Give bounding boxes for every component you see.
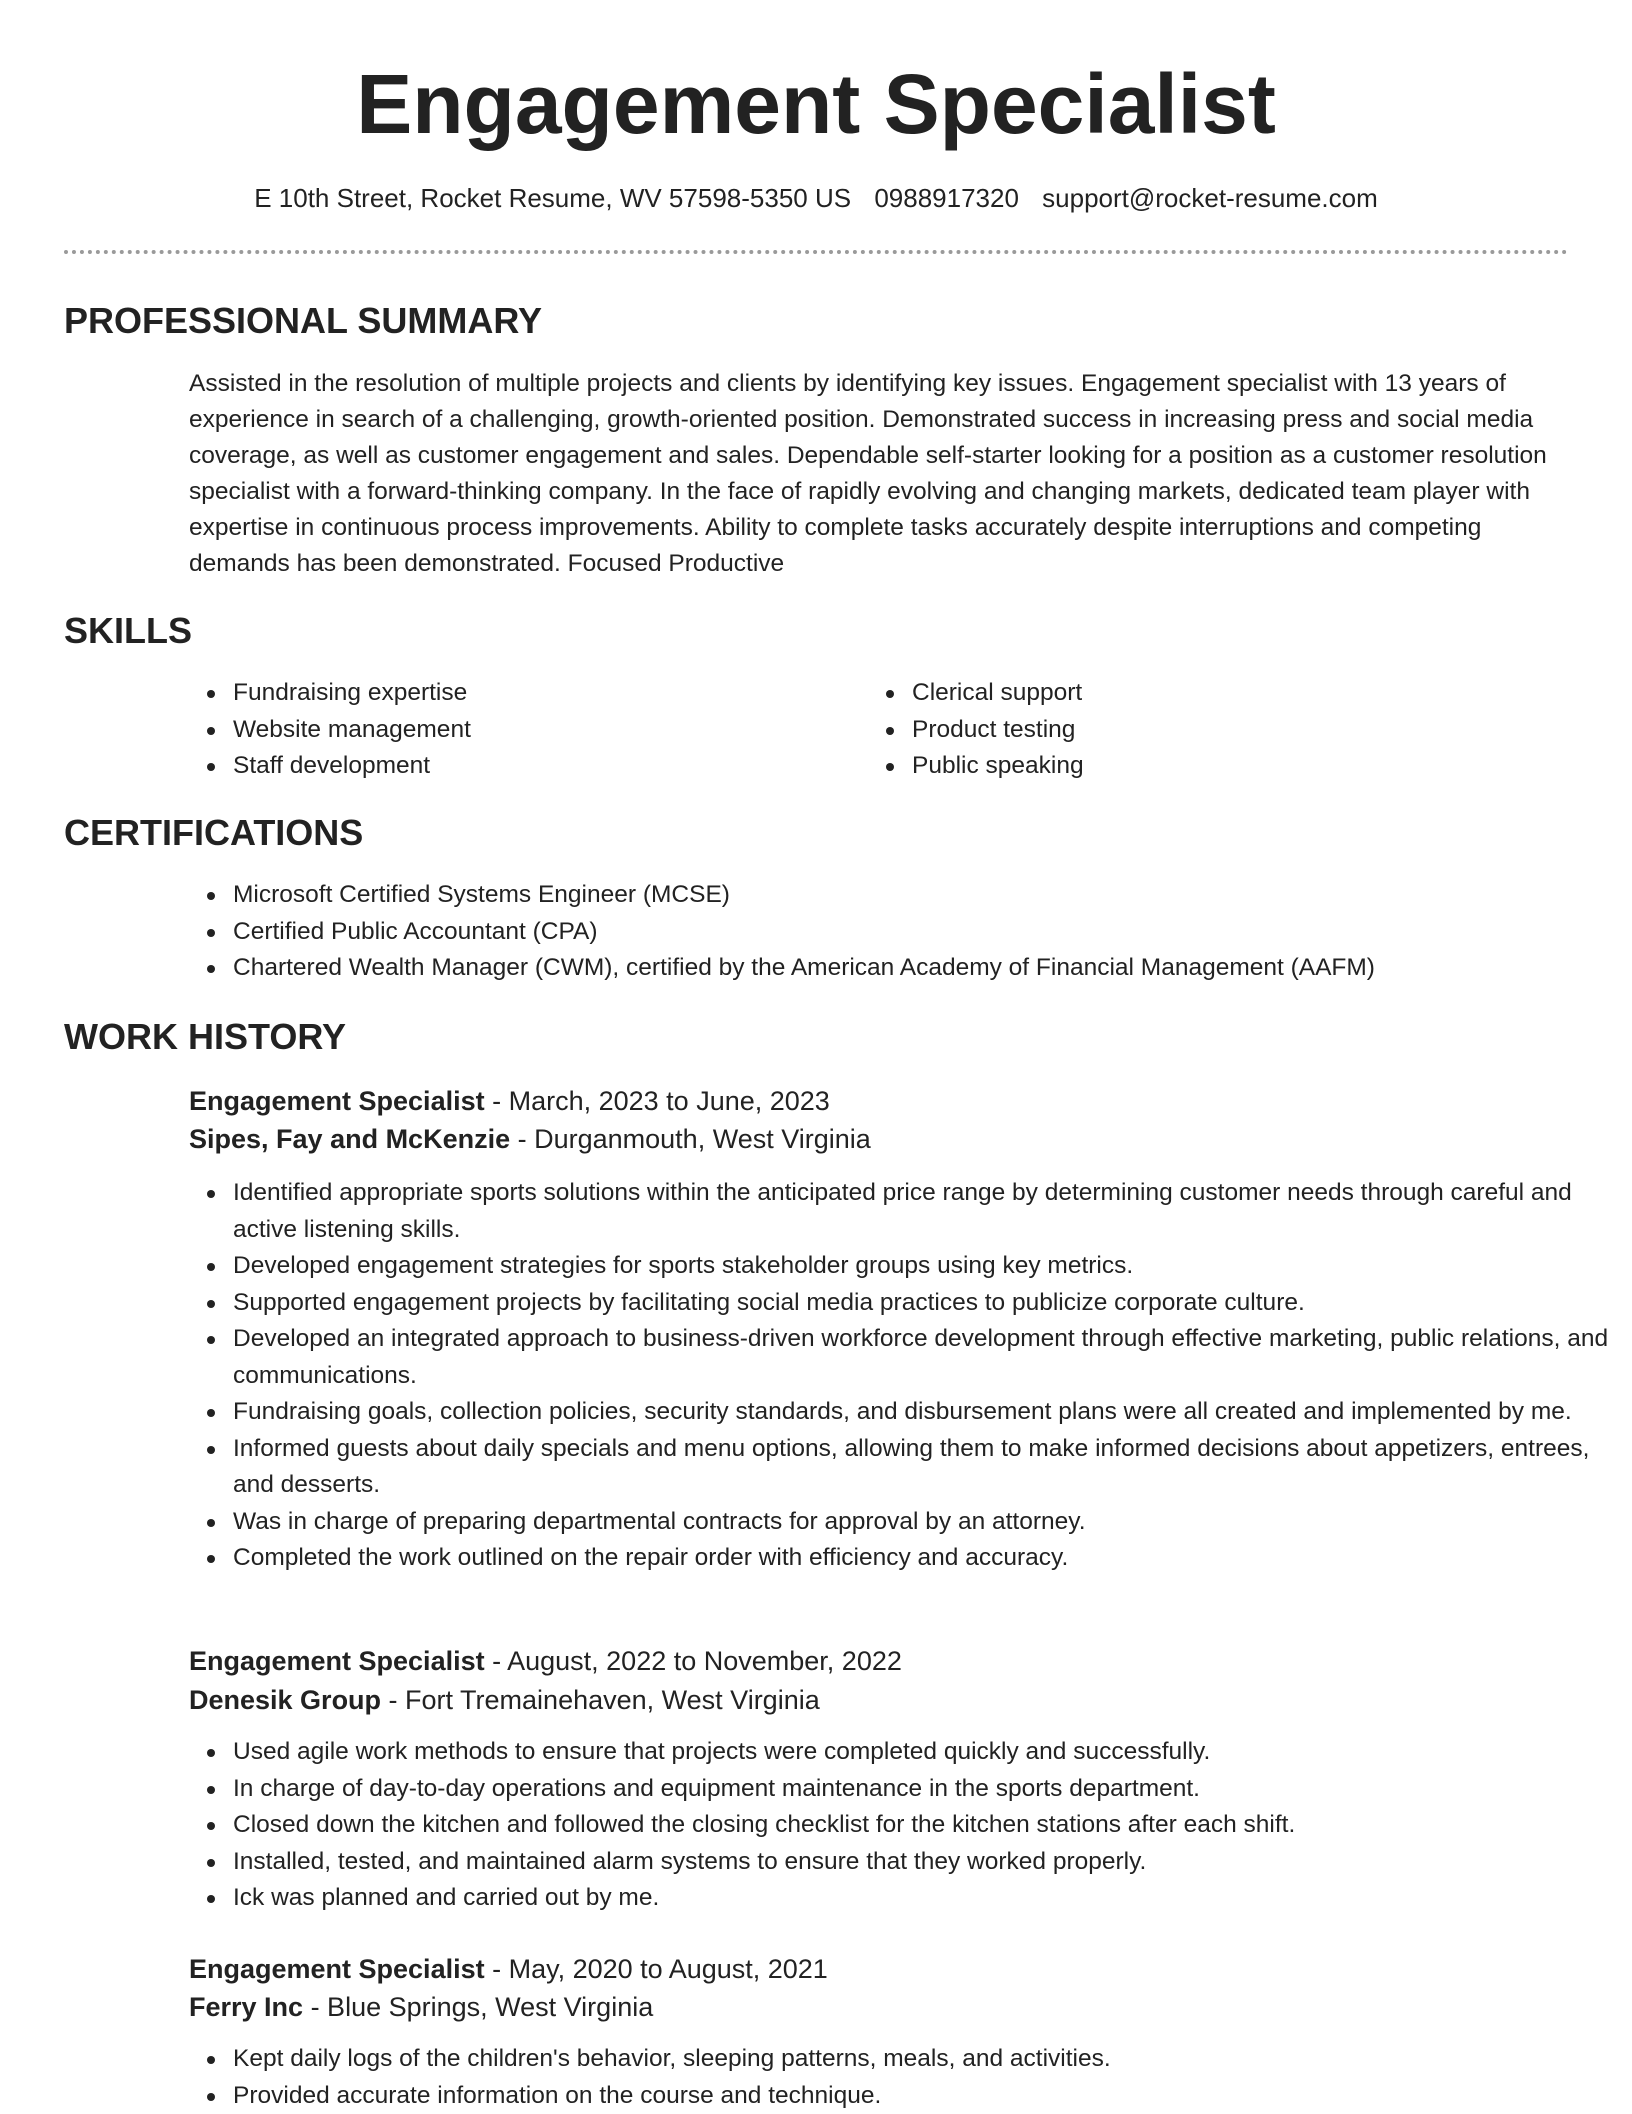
job-dates: - May, 2020 to August, 2021	[485, 1954, 828, 1984]
skill-item: Product testing	[912, 712, 1532, 749]
job-role: Engagement Specialist	[189, 1646, 485, 1676]
job-bullets	[189, 2041, 1613, 2114]
certification-item: Certified Public Accountant (CPA)	[233, 914, 1613, 951]
contact-email: support@rocket-resume.com	[1042, 183, 1378, 213]
summary-text: Assisted in the resolution of multiple projects and clients by identifying key issues. Engagement specialist with 13 years of experience in search of a challenging, growth-oriented position. Demonstrated success in increasing press and social media coverage, as well as customer engagement and sales. Dependable self-starter looking for a position as a customer resolution specialist with a forward-thinking company. In the face of rapidly evolving and changing markets, dedicated team player with expertise in continuous process improvements. Ability to complete tasks accurately despite interruptions and competing demands has been demonstrated. Focused Productive	[189, 366, 1569, 582]
job-company: Sipes, Fay and McKenzie	[189, 1124, 510, 1154]
job-location: - Durganmouth, West Virginia	[510, 1124, 871, 1154]
job-bullet: Completed the work outlined on the repair order with efficiency and accuracy.	[233, 1540, 1613, 1577]
job-bullet: Was in charge of preparing departmental contracts for approval by an attorney.	[233, 1504, 1613, 1541]
job-bullet: Supported engagement projects by facilitating social media practices to publicize corporate culture.	[233, 1285, 1613, 1322]
job-role: Engagement Specialist	[189, 1086, 485, 1116]
job-bullet: Kept daily logs of the children's behavior, sleeping patterns, meals, and activities.	[233, 2041, 1613, 2078]
job-bullets	[189, 1734, 1613, 1917]
job-dates: - March, 2023 to June, 2023	[485, 1086, 830, 1116]
summary-heading: PROFESSIONAL SUMMARY	[64, 299, 542, 343]
job-bullet: Ick was planned and carried out by me.	[233, 1880, 1613, 1917]
skill-item: Public speaking	[912, 748, 1532, 785]
skills-list-left	[189, 675, 853, 785]
job-bullet: In charge of day-to-day operations and equipment maintenance in the sports department.	[233, 1771, 1613, 1808]
skills-list-right	[868, 675, 1532, 785]
resume-name: Engagement Specialist	[0, 52, 1632, 156]
job-location: - Blue Springs, West Virginia	[303, 1992, 653, 2022]
job-bullet: Developed an integrated approach to business-driven workforce development through effective marketing, public relations, and communications.	[233, 1321, 1613, 1394]
job-company: Denesik Group	[189, 1685, 381, 1715]
job-title-line	[189, 1950, 828, 1988]
contact-phone: 0988917320	[874, 183, 1019, 213]
certifications-heading: CERTIFICATIONS	[64, 811, 363, 855]
job-bullet: Informed guests about daily specials and menu options, allowing them to make informed decisions about appetizers, entrees, and desserts.	[233, 1431, 1613, 1504]
skill-item: Staff development	[233, 748, 853, 785]
job-bullets	[189, 1175, 1613, 1577]
skill-item: Clerical support	[912, 675, 1532, 712]
job-company: Ferry Inc	[189, 1992, 303, 2022]
contact-address: E 10th Street, Rocket Resume, WV 57598-5350 US	[254, 183, 851, 213]
job-company-line	[189, 1988, 653, 2026]
job-company-line	[189, 1681, 820, 1719]
certification-item: Chartered Wealth Manager (CWM), certified by the American Academy of Financial Management (AAFM)	[233, 950, 1613, 987]
work-history-heading: WORK HISTORY	[64, 1015, 346, 1059]
certifications-list	[189, 877, 1613, 987]
skill-item: Fundraising expertise	[233, 675, 853, 712]
skill-item: Website management	[233, 712, 853, 749]
job-bullet: Identified appropriate sports solutions within the anticipated price range by determining customer needs through careful and active listening skills.	[233, 1175, 1613, 1248]
job-bullet: Fundraising goals, collection policies, security standards, and disbursement plans were all created and implemented by me.	[233, 1394, 1613, 1431]
job-bullet: Installed, tested, and maintained alarm systems to ensure that they worked properly.	[233, 1844, 1613, 1881]
job-company-line	[189, 1120, 871, 1158]
job-role: Engagement Specialist	[189, 1954, 485, 1984]
job-bullet: Provided accurate information on the course and technique.	[233, 2078, 1613, 2114]
certification-item: Microsoft Certified Systems Engineer (MCSE)	[233, 877, 1613, 914]
job-bullet: Developed engagement strategies for sports stakeholder groups using key metrics.	[233, 1248, 1613, 1285]
header-divider	[64, 250, 1568, 254]
job-bullet: Closed down the kitchen and followed the closing checklist for the kitchen stations after each shift.	[233, 1807, 1613, 1844]
job-location: - Fort Tremainehaven, West Virginia	[381, 1685, 820, 1715]
contact-line	[0, 180, 1632, 216]
job-dates: - August, 2022 to November, 2022	[485, 1646, 902, 1676]
skills-heading: SKILLS	[64, 609, 192, 653]
job-title-line	[189, 1082, 830, 1120]
job-title-line	[189, 1642, 902, 1680]
job-bullet: Used agile work methods to ensure that projects were completed quickly and successfully.	[233, 1734, 1613, 1771]
